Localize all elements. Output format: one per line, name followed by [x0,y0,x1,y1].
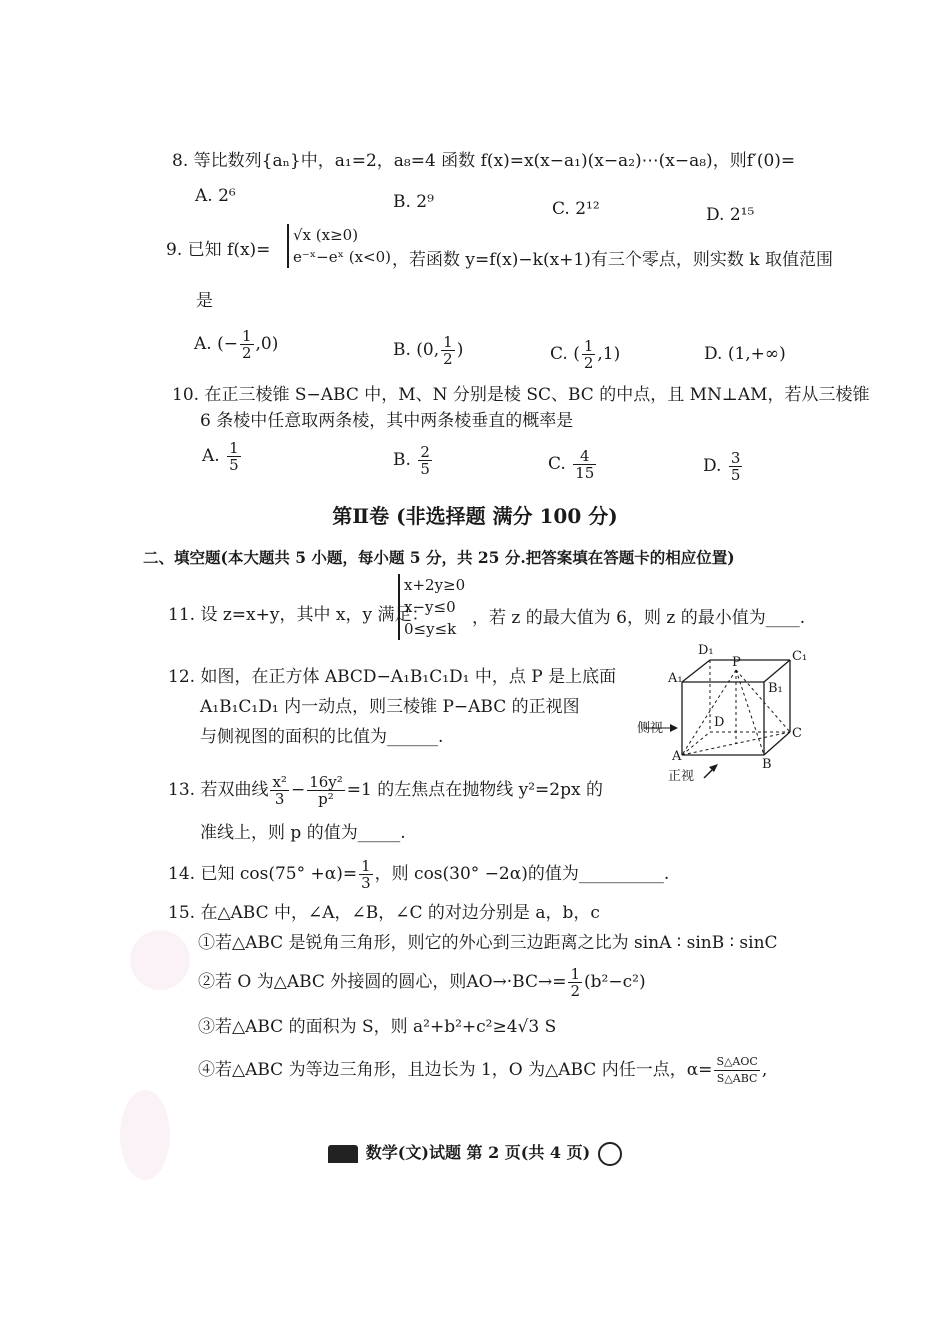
q14-line [168,854,669,894]
frac-num: S△AOC [714,1054,759,1071]
pyramid-edge [736,670,790,732]
frac-den: 2 [583,354,594,372]
q14-prefix: 14. 已知 cos(75° +α)= [168,864,358,884]
fraction [240,328,254,361]
fig-label-b: B [762,757,772,772]
q9-option-c-pre: C. ( [550,344,580,364]
frac-den: S△ABC [716,1072,758,1085]
section2-heading: 二、填空题(本大题共 5 小题，每小题 5 分，共 25 分.把答案填在答题卡的相应位置) [143,548,735,567]
footer-text: 数学(文)试题 第 2 页(共 4 页) [365,1143,591,1162]
fraction [418,444,432,477]
q11-constraints [398,574,465,640]
fraction [359,858,373,891]
cube-edge [764,660,790,682]
q8-option-c: C. 2¹² [552,199,600,219]
frac-num: 1 [241,327,252,345]
q11-prefix: 11. 设 z=x+y，其中 x，y 满足： [168,605,429,625]
frac-num: 1 [583,337,594,355]
q9-case1: √x (x≥0) [293,226,359,244]
q12-line3: 与侧视图的面积的比值为______. [200,727,444,747]
q14-suffix: ，则 cos(30° −2α)的值为__________. [374,864,670,884]
option-label: D. [703,456,722,476]
frac-num: x² [272,773,287,791]
frac-num: 1 [361,857,371,875]
publisher-logo-icon [328,1145,358,1163]
option-label: C. [548,454,566,474]
fraction [568,966,582,999]
cube-figure [632,640,812,790]
q9-suffix: ，若函数 y=f(x)−k(x+1)有三个零点，则实数 k 取值范围 [392,250,833,270]
q11-constraint-3: 0≤y≤k [404,620,457,638]
q9-option-c [550,338,620,371]
side-view-label: 侧视 [637,721,664,736]
frac-den: 5 [420,460,430,478]
smudge-mark [130,930,190,990]
fig-label-d1: D₁ [698,643,714,658]
fraction [573,448,596,481]
smudge-mark [120,1090,170,1180]
q10-option-a [202,440,243,473]
q15-line1: 15. 在△ABC 中，∠A，∠B，∠C 的对边分别是 a，b，c [168,903,600,923]
frac-den: 3 [361,874,371,892]
q11-suffix: ，若 z 的最大值为 6，则 z 的最小值为____. [472,608,806,628]
frac-den: 2 [570,982,581,1000]
fraction [307,774,345,807]
q13-line2: 准线上，则 p 的值为_____. [200,823,406,843]
fraction [714,1054,759,1087]
q10-line2: 6 条棱中任意取两条棱，其中两条棱垂直的概率是 [200,411,574,431]
q13-line1 [168,770,603,810]
q9-option-a-post: ,0) [255,334,279,354]
frac-den: p² [318,790,334,808]
fig-label-c1: C₁ [792,649,808,664]
q13-prefix: 13. 若双曲线 [168,780,269,800]
q12-line1: 12. 如图，在正方体 ABCD−A₁B₁C₁D₁ 中，点 P 是上底面 [168,667,617,687]
seal-icon [598,1142,622,1166]
option-label: B. [393,450,411,470]
q15-statement-2 [198,962,646,1002]
frac-den: 3 [274,790,285,808]
frac-num: 3 [730,449,741,467]
q15-statement-3: ③若△ABC 的面积为 S，则 a²+b²+c²≥4√3 S [198,1017,557,1037]
q9-option-b-pre: B. (0, [393,340,440,360]
frac-den: 2 [241,344,252,362]
frac-num: 1 [229,439,239,457]
q9-option-a-pre: A. (− [194,334,238,354]
q8-option-d: D. 2¹⁵ [706,205,755,225]
frac-num: 16y² [309,773,343,791]
fig-label-c: C [792,726,802,741]
cube-edge [764,732,790,755]
side-view-arrow-icon [670,724,678,732]
q8-option-a: A. 2⁶ [195,186,236,206]
fraction [441,334,455,367]
fig-label-a1: A₁ [668,671,683,686]
q9-line2: 是 [196,291,213,311]
frac-num: 4 [573,448,596,465]
q9-prefix: 9. 已知 f(x)= [166,240,271,260]
q13-suffix: =1 的左焦点在抛物线 y²=2px 的 [346,780,603,800]
q9-piecewise [287,224,391,268]
pyramid-edge [682,670,736,755]
q15-s2-pre: ②若 O 为△ABC 外接圆的圆心，则AO→·BC→= [198,972,567,992]
q9-case2: e⁻ˣ−eˣ (x<0) [293,248,391,266]
fig-label-a: A [672,749,682,764]
q15-s4-pre: ④若△ABC 为等边三角形，且边长为 1，O 为△ABC 内任一点，α= [198,1060,713,1080]
fraction [270,774,288,807]
q10-option-c [548,448,598,481]
frac-num: 1 [443,333,453,351]
frac-den: 2 [443,350,453,368]
fraction [582,338,596,371]
frac-den: 5 [730,466,741,484]
fig-label-d: D [714,715,725,730]
frac-num: 2 [420,443,430,461]
page-footer [0,1140,950,1166]
q9-option-a [194,328,278,361]
fraction [227,440,241,473]
q9-option-b [393,334,463,367]
frac-den: 15 [575,464,595,482]
q15-statement-1: ①若△ABC 是锐角三角形，则它的外心到三边距离之比为 sinA ∶ sinB ∶ sinC [198,933,778,953]
q8-option-b: B. 2⁹ [393,192,434,212]
q15-s4-post: , [761,1060,768,1080]
q9-option-d: D. (1,+∞) [704,344,786,364]
q10-option-d [703,450,744,483]
q13-minus: − [290,780,306,800]
q15-s2-post: (b²−c²) [584,972,646,992]
front-view-label: 正视 [668,769,695,784]
q10-option-b [393,444,434,477]
fig-label-p: P [732,655,741,670]
option-label: A. [202,446,220,466]
fig-label-b1: B₁ [768,681,783,696]
q9-option-c-post: ,1) [597,344,621,364]
q11-constraint-1: x+2y≥0 [404,576,466,594]
fraction [729,450,743,483]
q11-constraint-2: x−y≤0 [404,598,456,616]
q10-line1: 10. 在正三棱锥 S−ABC 中，M、N 分别是棱 SC、BC 的中点，且 MN⊥AM，若从三棱锥 [172,385,870,405]
cube-edge [682,660,710,682]
pyramid-edge [736,670,764,755]
part2-title: 第Ⅱ卷 (非选择题 满分 100 分) [332,504,618,528]
q9-option-b-post: ) [456,340,464,360]
q12-line2: A₁B₁C₁D₁ 内一动点，则三棱锥 P−ABC 的正视图 [200,697,580,717]
frac-den: 5 [229,456,239,474]
q15-statement-4 [198,1050,767,1090]
q8-text: 8. 等比数列{aₙ}中，a₁=2，a₈=4 函数 f(x)=x(x−a₁)(x−a₂)⋯(x−a₈)，则f′(0)= [172,151,796,171]
frac-num: 1 [570,965,581,983]
